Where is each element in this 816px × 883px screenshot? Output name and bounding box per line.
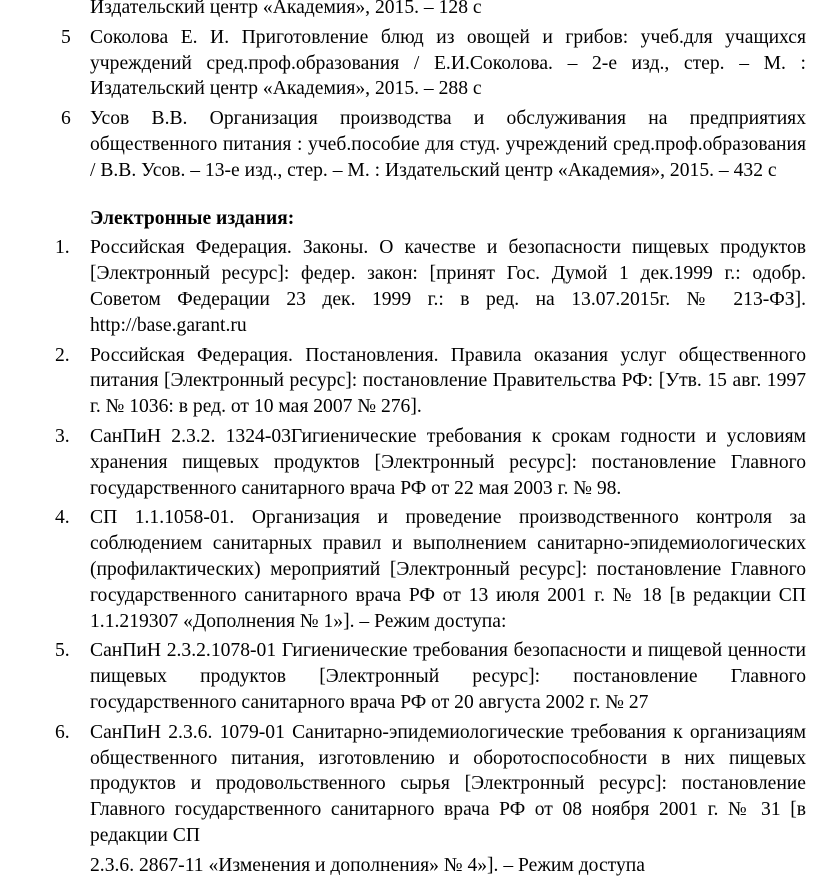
list-item-number: 1. [55,237,70,259]
list-item-text: СанПиН 2.3.6. 1079-01 Санитарно-эпидемиологические требования к организациям общественного питания, изготовлению и оборотоспособности в них пищевых продуктов и продовольственного сырья [Электронный ресурс]: постановление Главного государственного санитарного врача РФ от 08 ноября 2001 г. № 31 [в редакции СП [90,721,806,846]
electronic-list-item-5 [0,638,816,715]
list-item-number: 6. [55,721,70,743]
electronic-list-item-6 [0,720,816,849]
print-list-item-5 [0,25,816,102]
list-item-text: Соколова Е. И. Приготовление блюд из овощей и грибов: учеб.для учащихся учреждений сред.проф.образования / Е.И.Соколова. – 2-е изд., стер. – М. : Издательский центр «Академия», 2015. – 288 с [90,26,806,100]
list-item-number: 6 [61,108,71,130]
previous-item-continuation: Издательский центр «Академия», 2015. – 128 с [90,0,482,18]
list-item-number: 5. [55,640,70,662]
electronic-list-item-3 [0,424,816,501]
list-item-text: СП 1.1.1058-01. Организация и проведение производственного контроля за соблюдением санитарных правил и выполнением санитарно-эпидемиологических (профилактических) мероприятий [Электронный ресурс]: постановление Главного государственного санитарного врача РФ от 13 июля 2001 г. № 18 [в редакции СП 1.1.219307 «Дополнения № 1»]. – Режим доступа: [90,507,806,632]
electronic-list-item-2 [0,343,816,420]
list-item-text: Российская Федерация. Законы. О качестве и безопасности пищевых продуктов [Электронный ресурс]: федер. закон: [принят Гос. Думой 1 дек.1999 г.: одобр. Советом Федерации 23 дек. 1999 г.: в ред. на 13.07.2015г. № 213-ФЗ]. http://base.garant.ru [90,237,806,336]
list-item-text: Усов В.В. Организация производства и обслуживания на предприятиях общественного питания : учеб.пособие для студ. учреждений сред.проф.образования / В.В. Усов. – 13-е изд., стер. – М. : Издательский центр «Академия», 2015. – 432 с [90,108,806,181]
list-item-text: СанПиН 2.3.2.1078-01 Гигиенические требования безопасности и пищевой ценности пищевых продуктов [Электронный ресурс]: постановление Главного государственного санитарного врача РФ от 20 августа 2002 г. № 27 [90,640,806,713]
list-item-number: 4. [55,507,70,529]
list-item-number: 2. [55,344,70,366]
electronic-list-item-4 [0,505,816,634]
section-heading-electronic: Электронные издания: [90,207,295,229]
print-list-item-6 [0,106,816,183]
electronic-list-item-1 [0,235,816,338]
list-item-text: СанПиН 2.3.2. 1324-03Гигиенические требования к срокам годности и условиям хранения пищевых продуктов [Электронный ресурс]: постановление Главного государственного санитарного врача РФ от 22 мая 2003 г. № 98. [90,425,806,499]
list-item-number: 3. [55,425,70,447]
electronic-list-item-6-continuation: 2.3.6. 2867-11 «Изменения и дополнения» № 4»]. – Режим доступа [90,854,645,876]
list-item-number: 5 [61,26,71,48]
list-item-text: Российская Федерация. Постановления. Правила оказания услуг общественного питания [Электронный ресурс]: постановление Правительства РФ: [Утв. 15 авг. 1997 г. № 1036: в ред. от 10 мая 2007 № 276]. [90,344,806,418]
